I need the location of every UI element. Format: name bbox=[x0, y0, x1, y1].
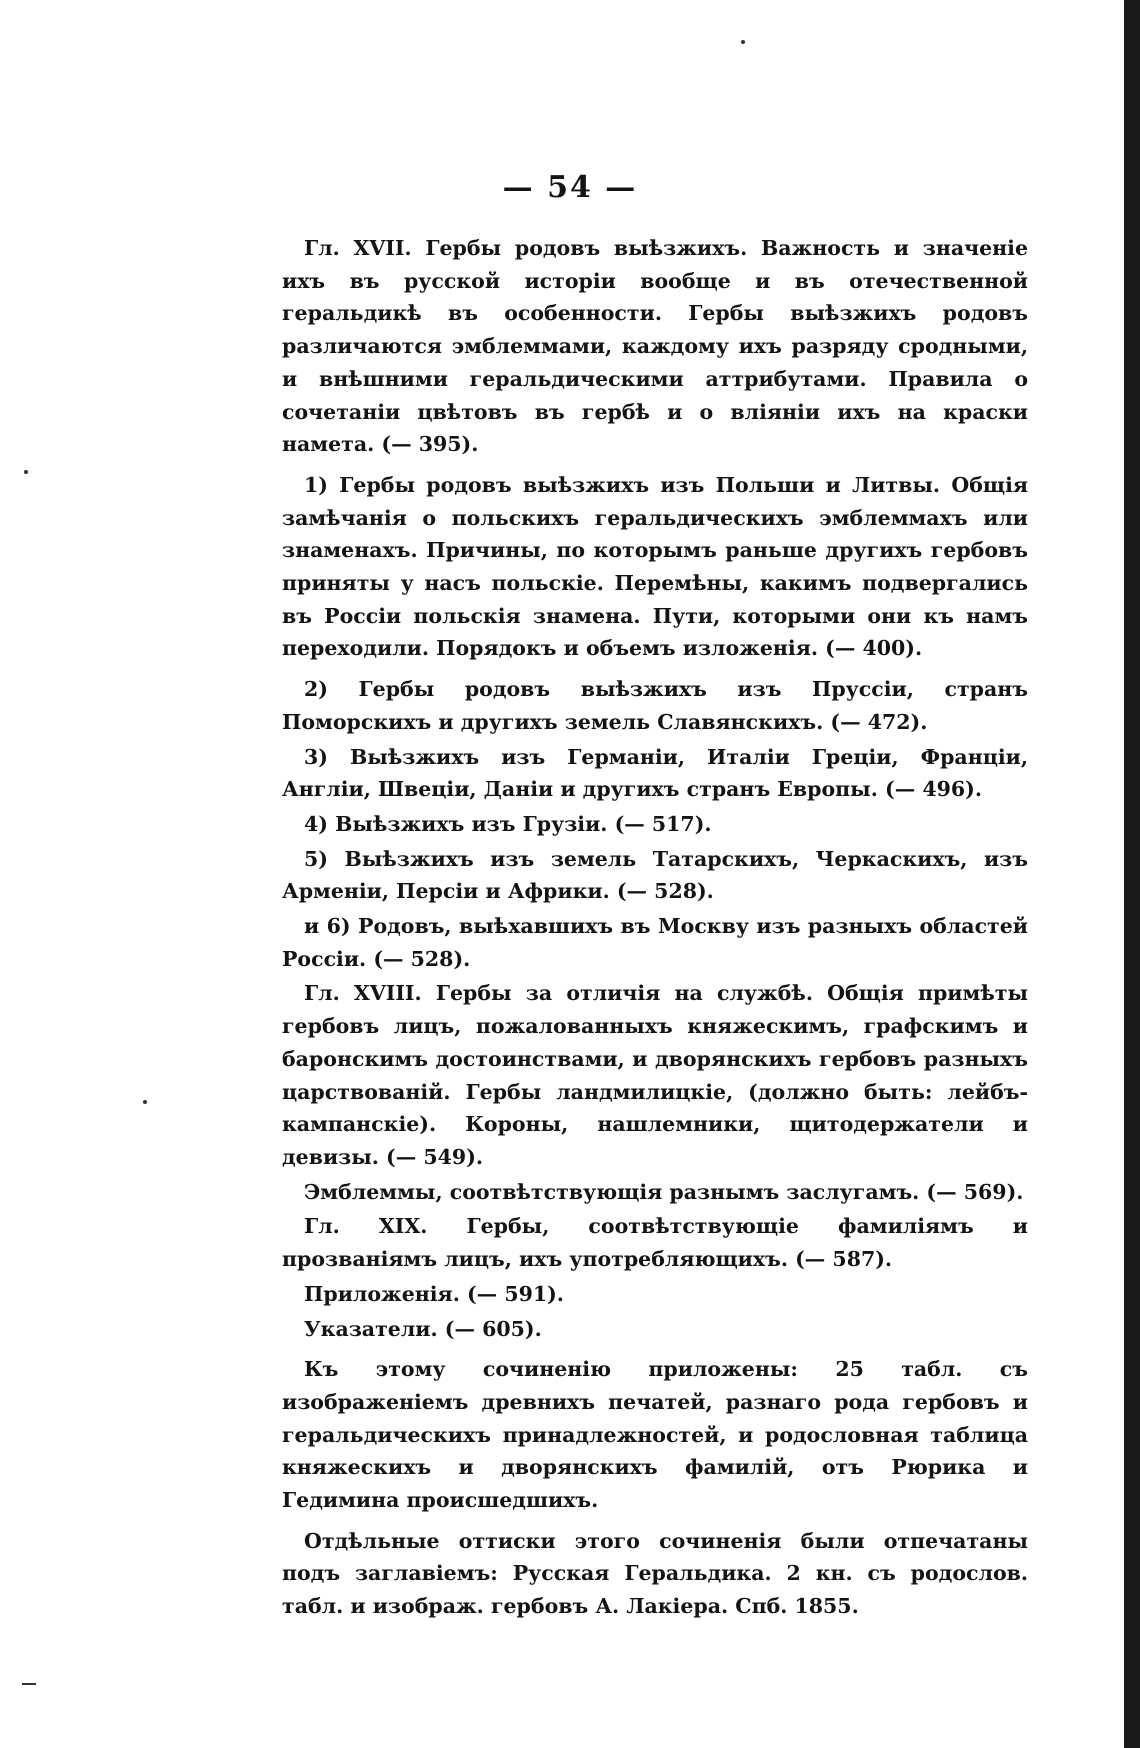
contents-text bbox=[282, 232, 1028, 1631]
paragraph-plates-note: Къ этому сочиненію приложены: 25 табл. съ изображеніемъ древнихъ печатей, разнаго рода гербовъ и геральдическихъ принадлежностей, и родословная таблица княжескихъ и дворянскихъ фамилій, отъ Рюрика и Гедимина происшедшихъ. bbox=[282, 1357, 1028, 1513]
paragraph-section-4: 4) Выѣзжихъ изъ Грузіи. (— 517). bbox=[304, 811, 712, 836]
paragraph-indexes: Указатели. (— 605). bbox=[304, 1316, 542, 1341]
paragraph-offprints-note: Отдѣльные оттиски этого сочиненія были отпечатаны подъ заглавіемъ: Русская Геральдика. 2 кн. съ родослов. табл. и изображ. гербовъ А. Лакіера. Спб. 1855. bbox=[282, 1528, 1028, 1619]
paragraph-section-1: 1) Гербы родовъ выѣзжихъ изъ Польши и Литвы. Общія замѣчанія о польскихъ геральдическихъ эмблеммахъ или знаменахъ. Причины, по которымъ раньше другихъ гербовъ приняты у насъ польскіе. Перемѣны, какимъ подвергались въ Россіи польскія знамена. Пути, которыми они къ намъ переходили. Порядокъ и объемъ изложенія. (— 400). bbox=[282, 472, 1028, 661]
paragraph-appendices: Приложенія. (— 591). bbox=[304, 1281, 564, 1306]
ink-mark bbox=[22, 1683, 36, 1685]
scan-edge-shadow bbox=[1124, 0, 1140, 1748]
paragraph-emblems: Эмблеммы, соотвѣтствующія разнымъ заслугамъ. (— 569). bbox=[304, 1179, 1024, 1204]
paragraph-chapter-19: Гл. XIX. Гербы, соотвѣтствующіе фамиліямъ и прозваніямъ лицъ, ихъ употребляющихъ. (— 587). bbox=[282, 1214, 1028, 1272]
paragraph-chapter-17: Гл. XVII. Гербы родовъ выѣзжихъ. Важность и значеніе ихъ въ русской исторіи вообще и въ отечественной геральдикѣ въ особенности. Гербы выѣзжихъ родовъ различаются эмблеммами, каждому ихъ разряду сродными, и внѣшними геральдическими аттрибутами. Правила о сочетаніи цвѣтовъ въ гербѣ и о вліяніи ихъ на краски намета. (— 395). bbox=[282, 236, 1028, 457]
paragraph-section-3: 3) Выѣзжихъ изъ Германіи, Италіи Греціи, Франціи, Англіи, Швеціи, Даніи и другихъ странъ Европы. (— 496). bbox=[282, 744, 1028, 802]
paragraph-chapter-18: Гл. XVIII. Гербы за отличія на службѣ. Общія примѣты гербовъ лицъ, пожалованныхъ княжескимъ, графскимъ и баронскимъ достоинствами, и дворянскихъ гербовъ разныхъ царствованій. Гербы ландмилицкіе, (должно быть: лейбъ-кампанскіе). Короны, нашлемники, щитодержатели и девизы. (— 549). bbox=[282, 981, 1028, 1169]
ink-speck bbox=[24, 470, 28, 474]
ink-speck bbox=[143, 1100, 147, 1104]
paragraph-section-6: и 6) Родовъ, выѣхавшихъ въ Москву изъ разныхъ областей Россіи. (— 528). bbox=[282, 914, 1028, 971]
paragraph-section-5: 5) Выѣзжихъ изъ земель Татарскихъ, Черкаскихъ, изъ Арменіи, Персіи и Африки. (— 528). bbox=[282, 846, 1028, 904]
page-number: — 54 — bbox=[502, 170, 638, 205]
paragraph-section-2: 2) Гербы родовъ выѣзжихъ изъ Пруссіи, странъ Поморскихъ и другихъ земель Славянскихъ. (— 472). bbox=[282, 677, 1028, 734]
ink-speck bbox=[741, 40, 745, 44]
